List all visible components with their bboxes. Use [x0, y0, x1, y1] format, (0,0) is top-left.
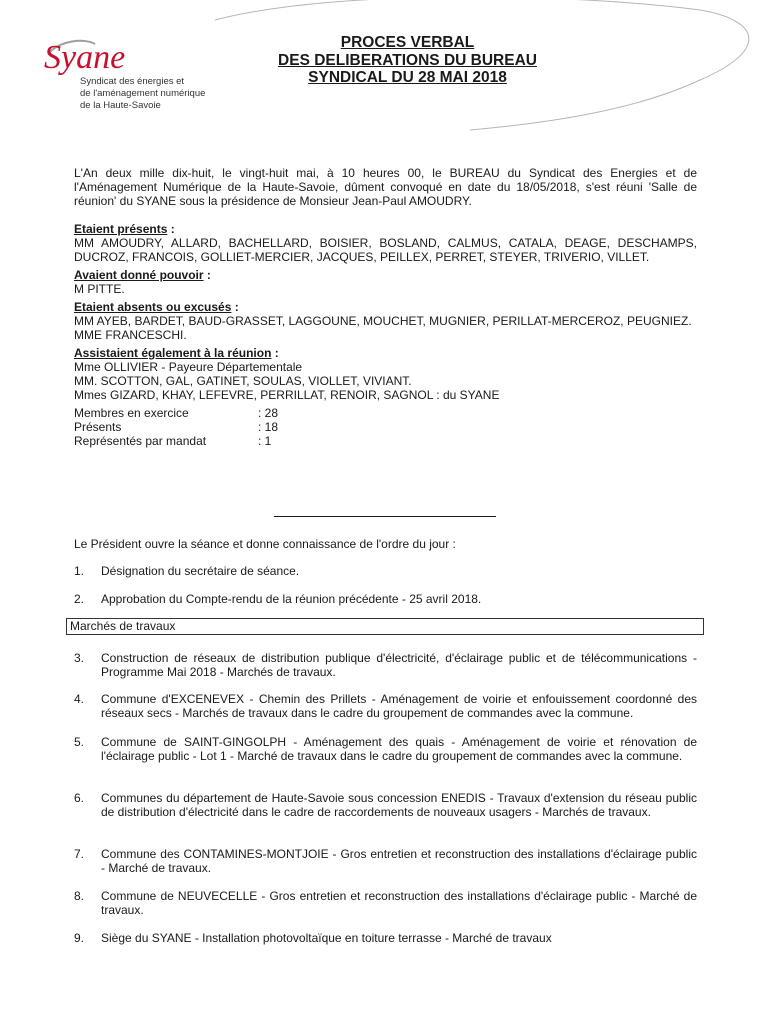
present-colon: : — [167, 222, 175, 236]
agenda-item-text: Commune des CONTAMINES-MONTJOIE - Gros entretien et reconstruction des installations d'éclairage public - Marché de travaux. — [101, 847, 697, 875]
attendance-counts — [74, 406, 697, 448]
logo-subtitle-line: Syndicat des énergies et — [80, 76, 185, 87]
agenda-item-number: 5. — [74, 735, 85, 749]
agenda-item-number: 3. — [74, 651, 85, 665]
title-line: DES DELIBERATIONS DU BUREAU — [278, 51, 537, 69]
agenda-item-text: Commune de SAINT-GINGOLPH - Aménagement des quais - Aménagement de voirie et rénovation de l'éclairage public - Lot 1 - Marché de travaux dans le cadre du groupement de commandes avec la commune. — [101, 735, 697, 763]
agenda-item — [74, 889, 697, 917]
agenda-item-text: Approbation du Compte-rendu de la réunion précédente - 25 avril 2018. — [101, 592, 482, 606]
absent-colon: : — [231, 300, 239, 314]
title-line: SYNDICAL DU 28 MAI 2018 — [308, 69, 507, 86]
agenda-item-number: 6. — [74, 791, 85, 805]
attending-line: Mme OLLIVIER - Payeure Départementale — [74, 360, 303, 374]
count-value: : 18 — [258, 420, 279, 434]
agenda-item-text: Désignation du secrétaire de séance. — [101, 564, 300, 578]
agenda-item — [74, 651, 697, 679]
attending-line: MM. SCOTTON, GAL, GATINET, SOULAS, VIOLLET, VIVIANT. — [74, 374, 412, 388]
logo-wordmark: Syane — [44, 39, 126, 76]
absent-list: MM AYEB, BARDET, BAUD-GRASSET, LAGGOUNE, MOUCHET, MUGNIER, PERILLAT-MERCEROZ, PEUGNIEZ. — [74, 314, 692, 328]
present-heading: Etaient présents — [74, 222, 168, 236]
agenda-item — [74, 931, 697, 945]
present-list: MM AMOUDRY, ALLARD, BACHELLARD, BOISIER, BOSLAND, CALMUS, CATALA, DEAGE, DESCHAMPS, DUCROZ, FRANCOIS, GOLLIET-MERCIER, JACQUES, PEILLEX, PERRET, STEYER, TRIVERIO, VILLET. — [74, 236, 697, 264]
agenda-item — [74, 692, 697, 720]
count-label: Membres en exercice — [74, 406, 189, 420]
title-line: PROCES VERBAL — [340, 34, 475, 51]
intro-paragraph: L'An deux mille dix-huit, le vingt-huit mai, à 10 heures 00, le BUREAU du Syndicat des Energies et de l'Aménagement Numérique de la Haute-Savoie, dûment convoqué en date du 18/05/2018, s'est réuni 'Salle de réunion' du SYANE sous la présidence de Monsieur Jean-Paul AMOUDRY. — [74, 166, 697, 208]
agenda-item-number: 1. — [74, 564, 85, 578]
document-body — [74, 166, 697, 448]
absent-list-women: MME FRANCESCHI. — [74, 328, 187, 342]
agenda-item-text: Commune de NEUVECELLE - Gros entretien et reconstruction des installations d'éclairage public - Marché de travaux. — [101, 889, 697, 917]
agenda-item-number: 4. — [74, 692, 85, 706]
agenda-opening: Le Président ouvre la séance et donne connaissance de l'ordre du jour : — [74, 537, 456, 551]
logo-subtitle — [80, 76, 205, 112]
agenda-item — [74, 791, 697, 819]
separator-line — [274, 516, 496, 517]
agenda-item — [74, 564, 697, 578]
absent-section — [74, 300, 697, 342]
agenda-item-number: 2. — [74, 592, 85, 606]
agenda-item-number: 9. — [74, 931, 85, 945]
attending-section — [74, 346, 697, 402]
attending-line: Mmes GIZARD, KHAY, LEFEVRE, PERRILLAT, RENOIR, SAGNOL : du SYANE — [74, 388, 500, 402]
agenda-item — [74, 592, 697, 606]
agenda-item — [74, 847, 697, 875]
syane-wordmark-graphic — [40, 30, 200, 80]
agenda-item-text: Communes du département de Haute-Savoie sous concession ENEDIS - Travaux d'extension du réseau public de distribution d'électricité dans le cadre de raccordements de nouveaux usagers - Marchés de travaux. — [101, 791, 697, 819]
attending-colon: : — [271, 346, 279, 360]
count-value: : 1 — [258, 434, 272, 448]
logo-subtitle-line: de la Haute-Savoie — [80, 100, 161, 111]
agenda-item-number: 7. — [74, 847, 85, 861]
logo-subtitle-line: de l'aménagement numérique — [80, 88, 206, 99]
agenda-item-number: 8. — [74, 889, 85, 903]
agenda-item — [74, 735, 697, 763]
present-section — [74, 222, 697, 264]
attending-heading: Assistaient également à la réunion — [74, 346, 272, 360]
proxy-section — [74, 268, 697, 296]
proxy-colon: : — [203, 268, 211, 282]
section-header-marches: Marchés de travaux — [66, 618, 704, 635]
agenda-item-text: Construction de réseaux de distribution publique d'électricité, d'éclairage public et de télécommunications - Programme Mai 2018 - Marchés de travaux. — [101, 651, 697, 679]
absent-heading: Etaient absents ou excusés — [74, 300, 232, 314]
count-label: Représentés par mandat — [74, 434, 207, 448]
agenda-item-text: Siège du SYANE - Installation photovoltaïque en toiture terrasse - Marché de travaux — [101, 931, 552, 945]
agenda-item-text: Commune d'EXCENEVEX - Chemin des Prillets - Aménagement de voirie et enfouissement coordonné des réseaux secs - Marchés de travaux dans le cadre du groupement de commandes avec la commune. — [101, 692, 697, 720]
proxy-list: M PITTE. — [74, 282, 125, 296]
document-title — [250, 34, 565, 87]
count-label: Présents — [74, 420, 122, 434]
count-value: : 28 — [258, 406, 279, 420]
proxy-heading: Avaient donné pouvoir — [74, 268, 204, 282]
